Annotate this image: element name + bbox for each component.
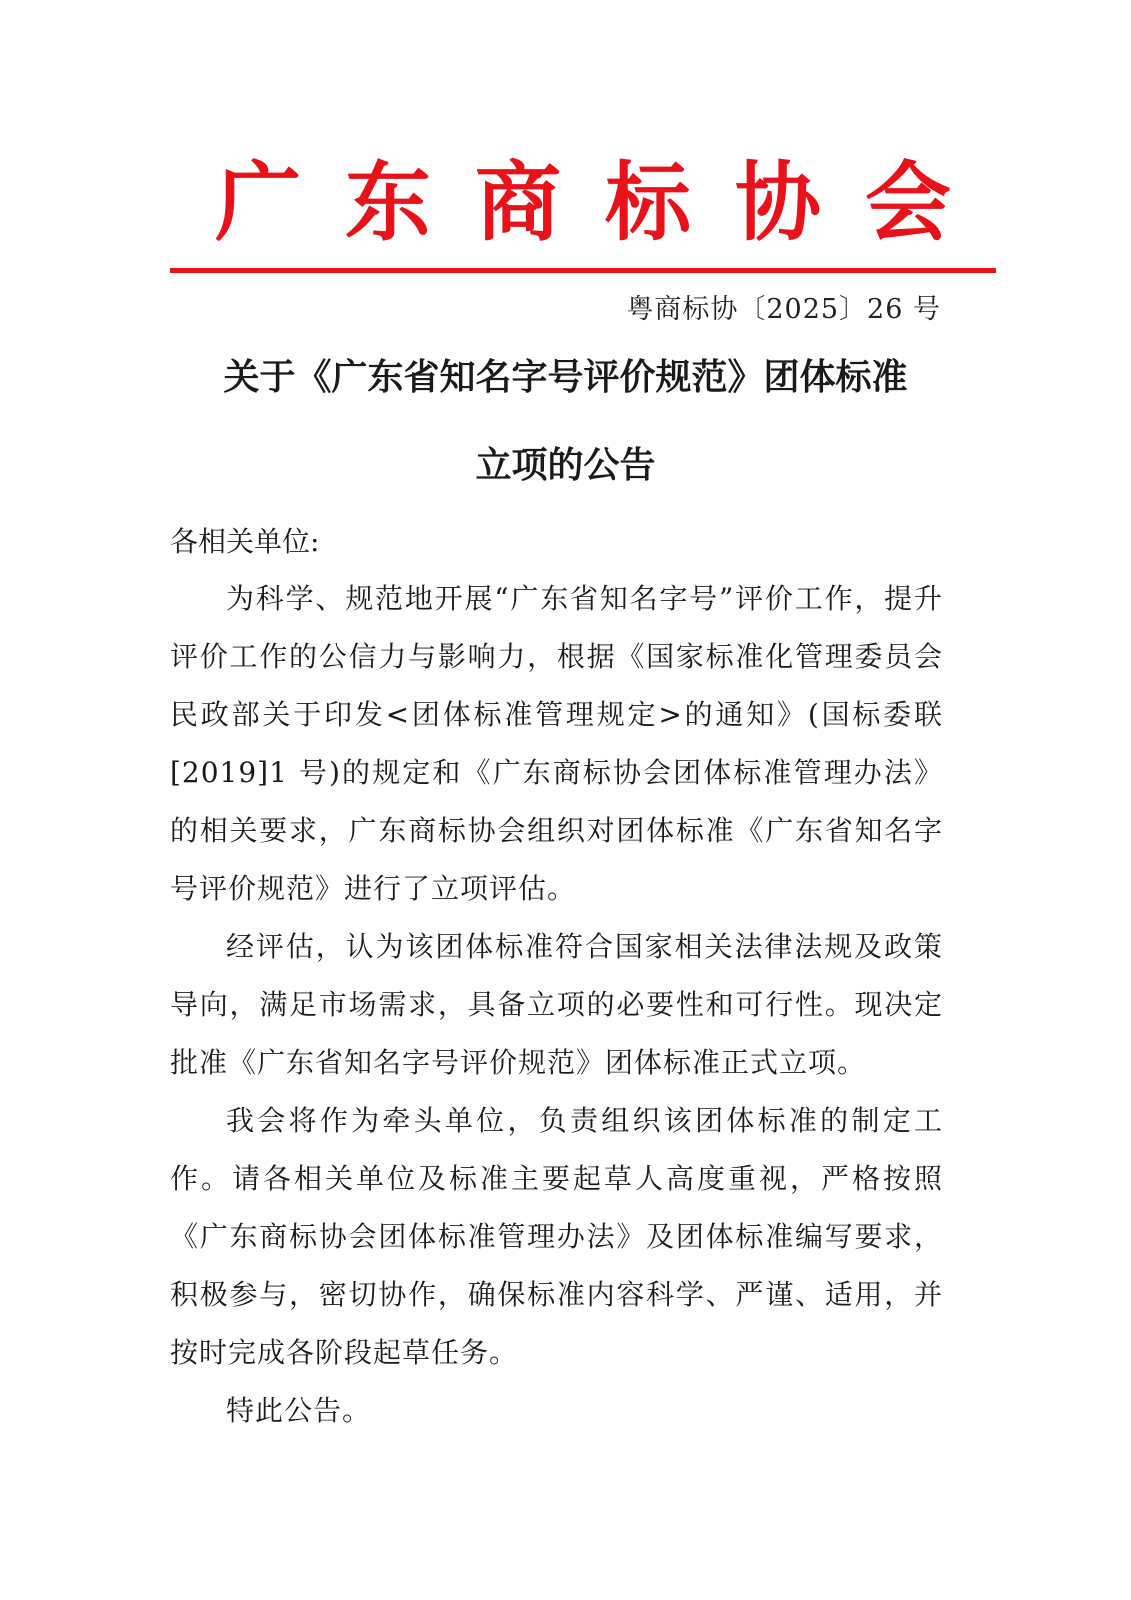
document-title-line-2: 立项的公告: [475, 445, 656, 486]
salutation: 各相关单位:: [170, 525, 320, 558]
document-title-line-1: 关于《广东省知名字号评价规范》团体标准: [223, 357, 908, 398]
body-paragraph-2: [170, 918, 943, 1092]
paragraph-text: 为科学、规范地开展“广东省知名字号”评价工作，提升评价工作的公信力与影响力，根据《国家标准化管理委员会民政部关于印发<团体标准管理规定>的通知》(国标委联[2019]1 号)的规定和《广东商标协会团体标准管理办法》的相关要求，广东商标协会组织对团体标准《广东省知名字号评价规范》进行了立项评估。: [170, 582, 943, 905]
paragraph-text: 特此公告。: [226, 1394, 372, 1427]
body-paragraph-4: [170, 1382, 943, 1440]
paragraph-text: 我会将作为牵头单位，负责组织该团体标准的制定工作。请各相关单位及标准主要起草人高度重视，严格按照《广东商标协会团体标准管理办法》及团体标准编写要求，积极参与，密切协作，确保标准内容科学、严谨、适用，并按时完成各阶段起草任务。: [170, 1104, 943, 1369]
letterhead-red-rule: [170, 268, 996, 273]
body-paragraph-1: [170, 570, 943, 918]
document-number: 粤商标协〔2025〕26 号: [626, 294, 941, 325]
paragraph-text: 经评估，认为该团体标准符合国家相关法律法规及政策导向，满足市场需求，具备立项的必要性和可行性。现决定批准《广东省知名字号评价规范》团体标准正式立项。: [170, 930, 943, 1079]
body-paragraph-3: [170, 1092, 943, 1382]
letterhead-org-name: 广东商标协会: [215, 152, 995, 253]
